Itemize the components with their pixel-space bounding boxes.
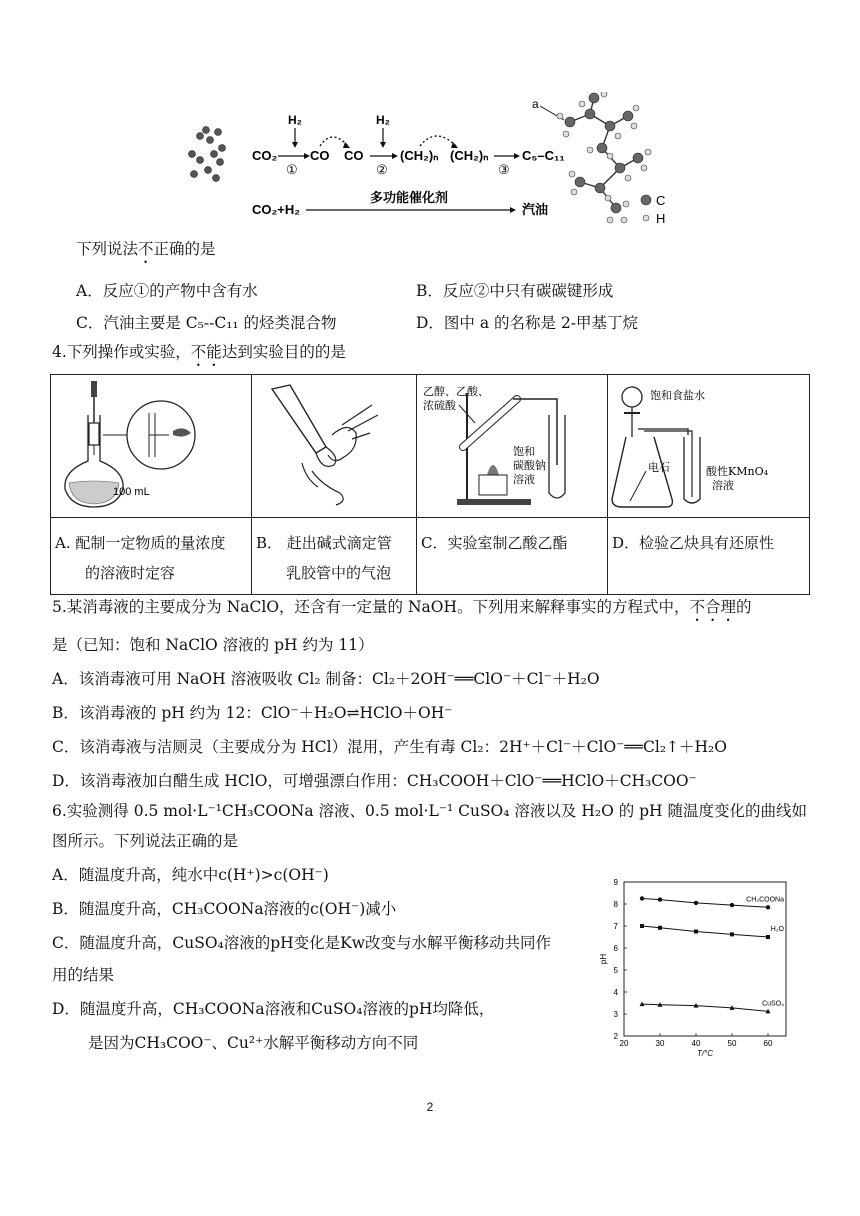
- q6-option-d-1: D．随温度升高，CH₃COONa溶液和CuSO₄溶液的pH均降低，: [52, 1000, 495, 1018]
- q3-option-b: B．反应②中只有碳碳键形成: [416, 282, 614, 300]
- fig-c-solution: 溶液: [513, 473, 535, 486]
- data-point: [658, 926, 662, 930]
- page-number: 2: [426, 1100, 434, 1114]
- data-point: [640, 896, 644, 900]
- q6-option-d-2: 是因为CH₃COO⁻、Cu²⁺水解平衡移动方向不同: [88, 1034, 419, 1052]
- co2-label: CO₂: [252, 148, 278, 163]
- fig-d-solution: 溶液: [712, 479, 734, 492]
- step3-label: ③: [498, 163, 510, 178]
- figure-c-cell: [417, 375, 608, 518]
- gasoline-label: 汽油: [522, 203, 549, 218]
- volumetric-flask-figure: [51, 375, 251, 513]
- caption-a: A. 配制一定物质的量浓度 的溶液时定容: [51, 518, 252, 595]
- reaction-scheme: [180, 92, 700, 232]
- burette-bubble-figure: [252, 375, 416, 513]
- series-label: CH₃COONa: [746, 896, 784, 904]
- figure-d-cell: [608, 375, 810, 518]
- label-a: a: [532, 97, 539, 111]
- caption-b: B． 赶出碱式滴定管 乳胶管中的气泡: [252, 518, 417, 595]
- legend-c-marker: [641, 195, 651, 205]
- data-point: [694, 930, 698, 934]
- caption-c: C．实验室制乙酸乙酯: [417, 518, 608, 595]
- data-point: [640, 924, 644, 928]
- step1-label: ①: [286, 163, 298, 178]
- y-tick-label: 2: [613, 1032, 618, 1041]
- c5c11-label: C₅–C₁₁: [522, 148, 565, 163]
- data-point: [658, 897, 662, 901]
- caption-d: D．检验乙炔具有还原性: [608, 518, 810, 595]
- plot-frame: [624, 882, 786, 1036]
- figure-b-cell: [252, 375, 417, 518]
- q5-option-d: D．该消毒液加白醋生成 HClO，可增强漂白作用：CH₃COOH＋ClO⁻══HClO＋CH₃COO⁻: [52, 772, 697, 790]
- q4-stem: 4.下列操作或实验，不能达到实验目的的是: [52, 343, 346, 361]
- q6-option-a: A．随温度升高，纯水中c(H⁺)>c(OH⁻): [52, 866, 329, 884]
- q3-option-c: C．汽油主要是 C₅--C₁₁ 的烃类混合物: [76, 314, 337, 332]
- data-point: [766, 905, 770, 909]
- flask-volume-label: 100 mL: [113, 486, 150, 498]
- q6-option-c-1: C．随温度升高，CuSO₄溶液的pH变化是Kw改变与水解平衡移动共同作: [52, 934, 552, 952]
- data-point: [730, 932, 734, 936]
- y-tick-label: 8: [613, 900, 618, 909]
- catalyst-label: 多功能催化剂: [370, 191, 449, 206]
- q5-option-b: B．该消毒液的 pH 约为 12：ClO⁻＋H₂O⇌HClO＋OH⁻: [52, 704, 453, 722]
- q3-stem: 下列说法不正确的是: [76, 240, 216, 258]
- q5-stem: 5.某消毒液的主要成分为 NaClO，还含有一定量的 NaOH。下列用来解释事实的方程式中，不合理的: [52, 598, 752, 616]
- experiment-table: [50, 374, 810, 595]
- x-tick-label: 50: [727, 1039, 737, 1048]
- q6-stem-2: 图所示。下列说法正确的是: [52, 832, 239, 850]
- y-tick-label: 6: [613, 944, 618, 953]
- q6-option-b: B．随温度升高，CH₃COONa溶液的c(OH⁻)减小: [52, 900, 397, 918]
- fig-c-reagents: 乙醇、乙酸、: [423, 385, 489, 398]
- co-label-1: CO: [310, 148, 330, 163]
- fig-d-kmno4: 酸性KMnO₄: [706, 465, 768, 478]
- q3-option-d: D．图中 a 的名称是 2-甲基丁烷: [416, 314, 639, 332]
- x-tick-label: 40: [691, 1039, 701, 1048]
- legend-h-label: H: [656, 211, 666, 226]
- q5-stem-2: 是（已知：饱和 NaClO 溶液的 pH 约为 11）: [52, 636, 374, 654]
- x-axis-label: T/°C: [696, 1049, 714, 1058]
- data-point: [694, 901, 698, 905]
- overall-left-label: CO₂+H₂: [252, 202, 301, 217]
- y-tick-label: 3: [613, 1010, 618, 1019]
- fig-c-sat: 饱和: [513, 445, 535, 458]
- q3-option-a: A．反应①的产物中含有水: [76, 282, 258, 300]
- acetylene-test-figure: [608, 375, 808, 513]
- series-label: CuSO₄: [762, 1000, 784, 1008]
- data-point: [766, 935, 770, 939]
- h2-label-2: H₂: [376, 113, 390, 127]
- q5-option-c: C．该消毒液与洁厕灵（主要成分为 HCl）混用，产生有毒 Cl₂：2H⁺＋Cl⁻＋ClO⁻══Cl₂↑＋H₂O: [52, 738, 727, 756]
- ph-temperature-chart: [596, 876, 796, 1060]
- y-tick-label: 9: [613, 878, 618, 887]
- q5-option-a: A．该消毒液可用 NaOH 溶液吸收 Cl₂ 制备：Cl₂＋2OH⁻══ClO⁻＋Cl⁻＋H₂O: [52, 670, 600, 688]
- fig-c-carbonate: 碳酸钠: [513, 459, 546, 472]
- y-tick-label: 4: [613, 988, 618, 997]
- ester-preparation-figure: [417, 375, 607, 513]
- x-tick-label: 20: [619, 1039, 629, 1048]
- legend-h-marker: [643, 215, 649, 221]
- fig-d-carbide: 电石: [648, 461, 670, 474]
- h2-label-1: H₂: [288, 113, 302, 127]
- q6-option-c-2: 用的结果: [52, 966, 115, 984]
- x-tick-label: 60: [763, 1039, 773, 1048]
- step2-label: ②: [376, 163, 388, 178]
- co-label-2: CO: [344, 148, 364, 163]
- y-tick-label: 5: [613, 966, 618, 975]
- q6-stem-1: 6.实验测得 0.5 mol·L⁻¹CH₃COONa 溶液、0.5 mol·L⁻¹ CuSO₄ 溶液以及 H₂O 的 pH 随温度变化的曲线如: [52, 802, 807, 820]
- ch2n-label-2: (CH₂)ₙ: [450, 148, 489, 163]
- series-label: H₂O: [770, 926, 784, 933]
- co2-molecule-cluster: [189, 127, 226, 182]
- y-tick-label: 7: [613, 922, 618, 931]
- x-tick-label: 30: [655, 1039, 665, 1048]
- fig-d-brine: 饱和食盐水: [650, 389, 705, 402]
- y-axis-label: pH: [599, 953, 608, 965]
- legend-c-label: C: [656, 193, 666, 208]
- data-point: [730, 903, 734, 907]
- fig-c-acid: 浓硫酸: [423, 399, 456, 412]
- figure-a-cell: [51, 375, 252, 518]
- ch2n-label-1: (CH₂)ₙ: [400, 148, 439, 163]
